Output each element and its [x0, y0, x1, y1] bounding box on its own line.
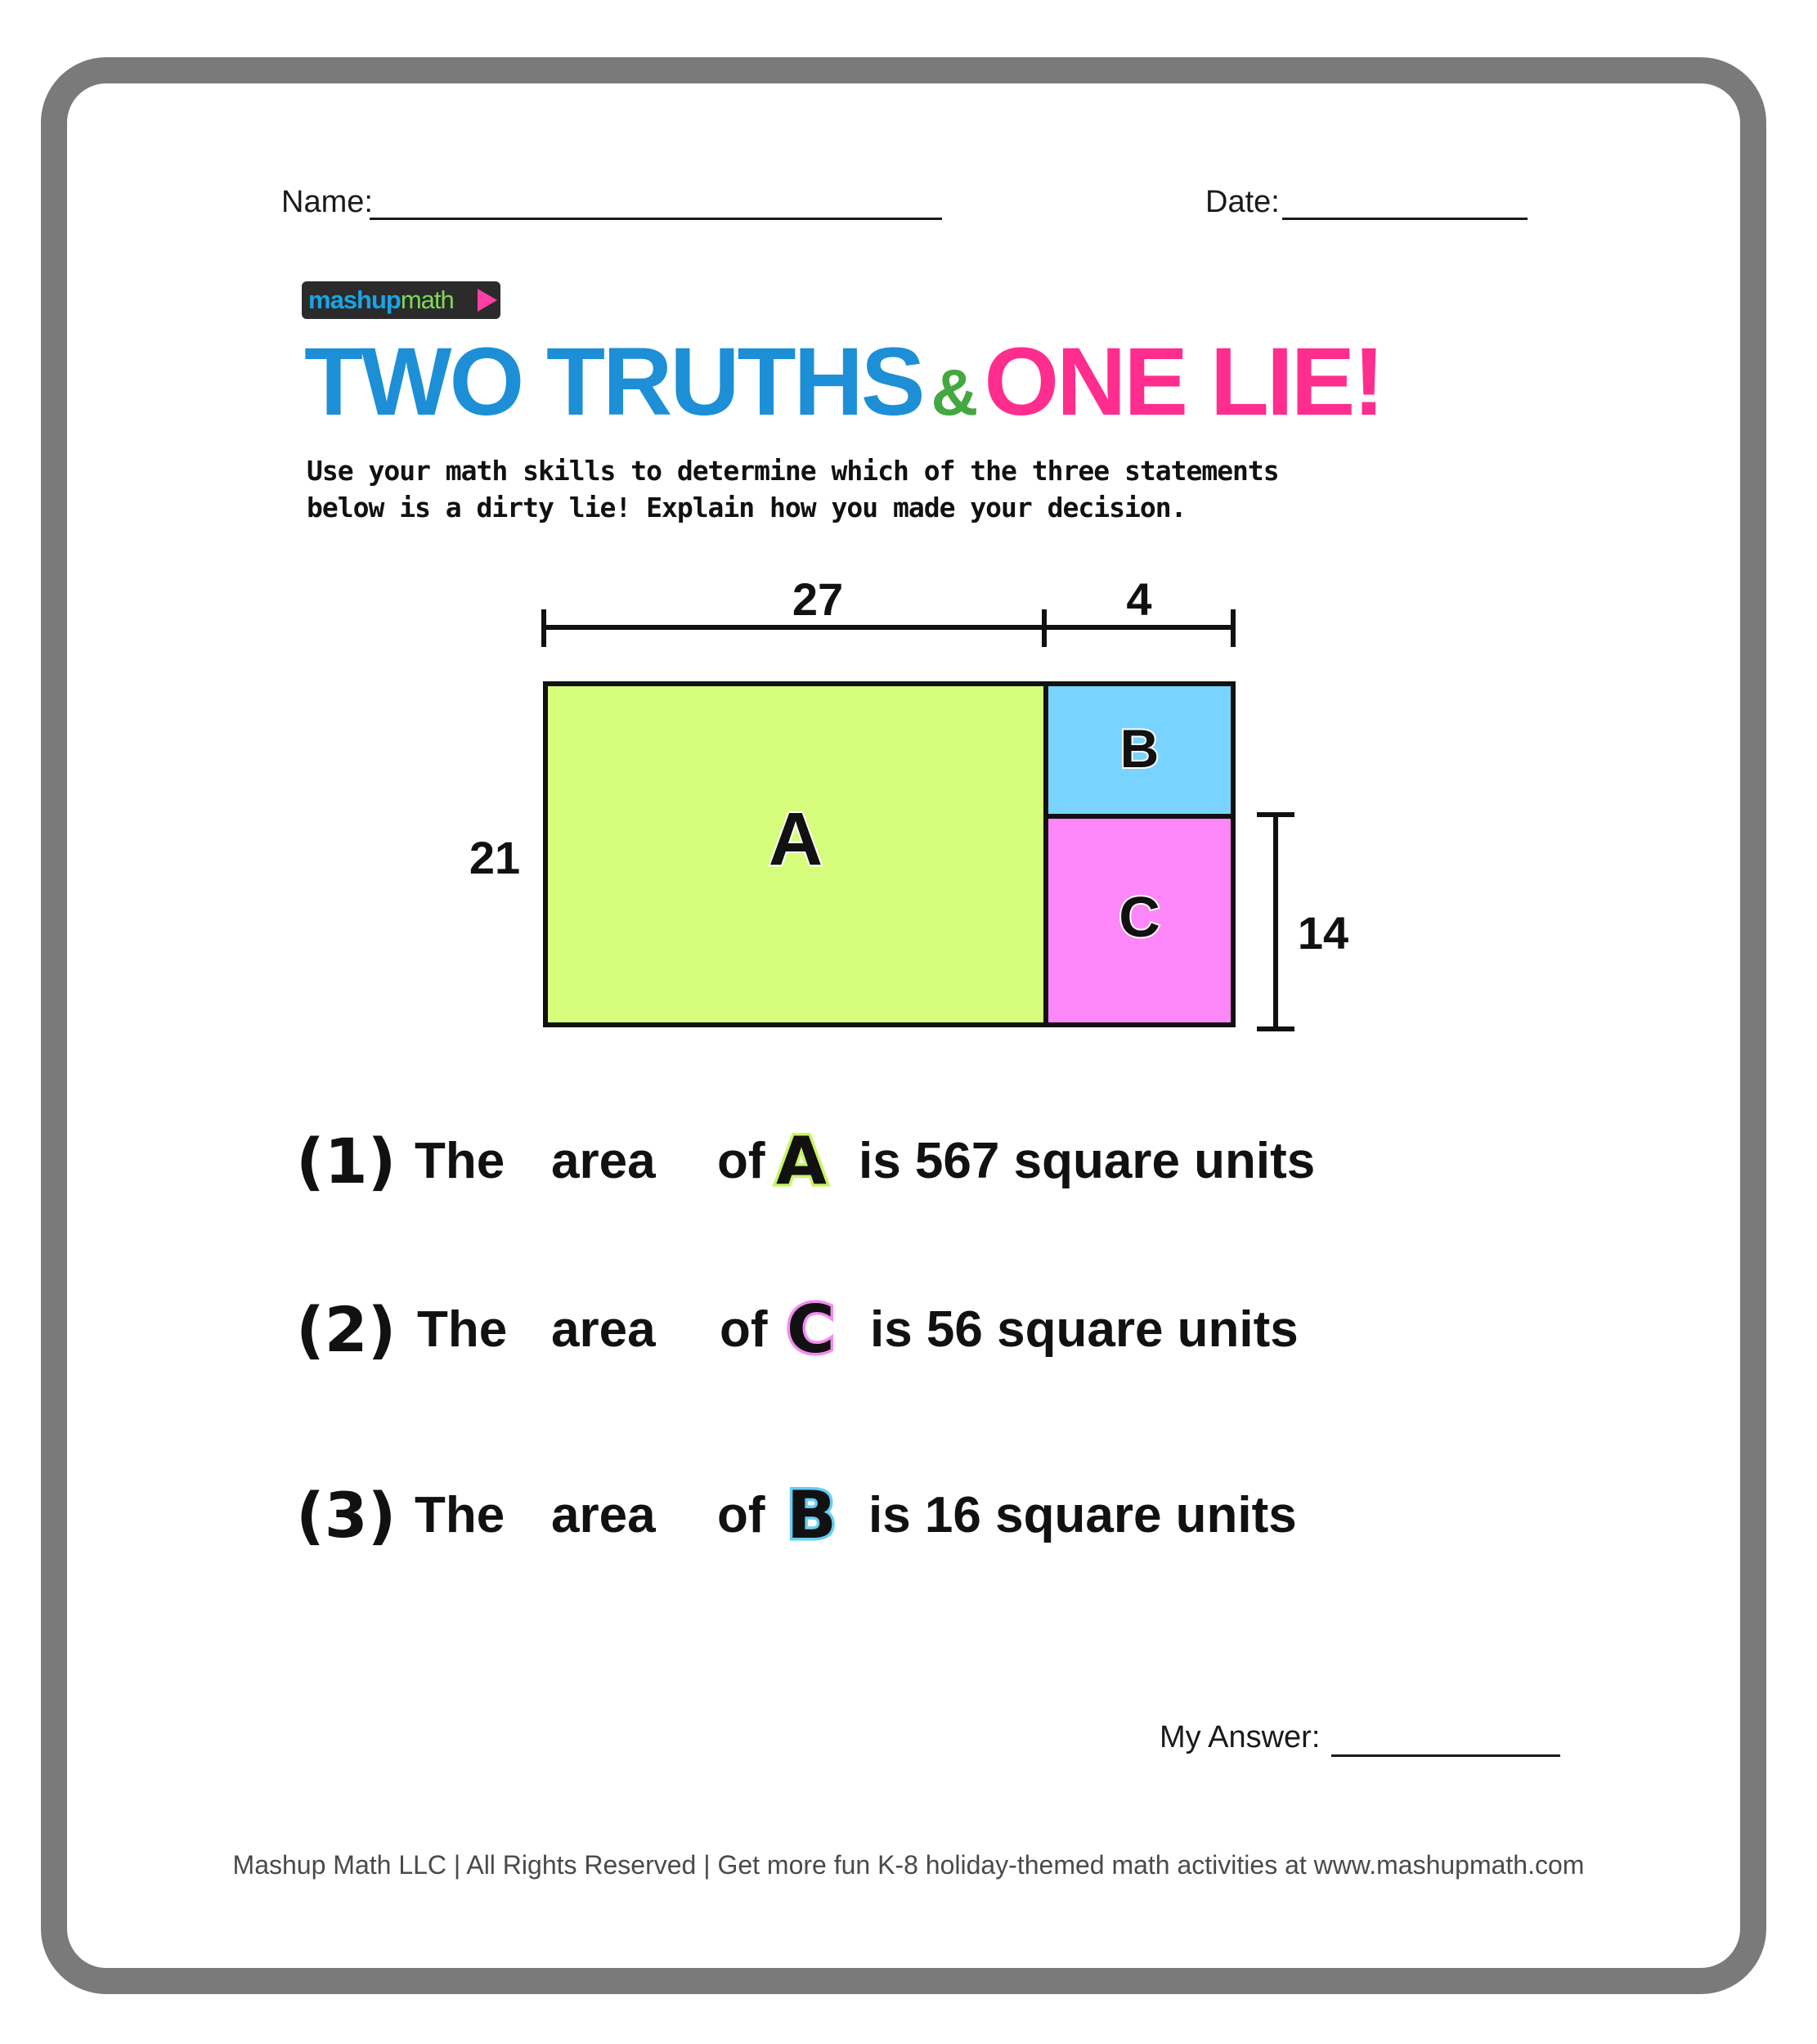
- statement-area: area: [551, 1133, 656, 1189]
- date-label: Date:: [1205, 185, 1280, 219]
- region-a: [543, 681, 1048, 1027]
- region-b: [1043, 681, 1236, 819]
- logo-part1: mashup: [308, 285, 401, 314]
- statement-claim: is 16 square units: [868, 1487, 1297, 1543]
- length-4-label: 4: [1126, 573, 1152, 625]
- footer-text: Mashup Math LLC | All Rights Reserved | Get more fun K-8 holiday-themed math activities at www.mashupmath.com: [232, 1850, 1585, 1880]
- statement-area: area: [551, 1301, 656, 1358]
- statement-of: of: [717, 1487, 765, 1543]
- statement-of: of: [720, 1301, 768, 1358]
- region-c: [1043, 814, 1236, 1027]
- length-27-label: 27: [792, 573, 844, 625]
- statement-3: [296, 1475, 1482, 1557]
- shape-a-badge: A: [776, 1123, 827, 1199]
- title-one-lie: ONE LIE!: [984, 328, 1383, 436]
- shape-c-badge: C: [787, 1292, 835, 1368]
- statement-number: (1): [296, 1125, 397, 1197]
- statement-claim: is 56 square units: [870, 1301, 1299, 1358]
- statement-area: area: [551, 1487, 656, 1543]
- region-a-label: A: [768, 797, 823, 881]
- instructions-line-1: Use your math skills to determine which of the three statements: [307, 455, 1279, 487]
- statement-the: The: [415, 1487, 505, 1543]
- logo-part2: math: [400, 285, 454, 314]
- height-21-label: 21: [469, 832, 521, 883]
- title-ampersand: &: [931, 356, 976, 429]
- statement-number: (3): [296, 1479, 397, 1552]
- statement-2: [296, 1289, 1482, 1371]
- region-b-label: B: [1119, 718, 1160, 779]
- region-c-label: C: [1119, 885, 1160, 949]
- instructions-line-2: below is a dirty lie! Explain how you made your decision.: [307, 492, 1187, 523]
- statement-1: [296, 1121, 1482, 1202]
- height-14-label: 14: [1297, 907, 1349, 959]
- name-label: Name:: [281, 185, 373, 219]
- statement-claim: is 567 square units: [859, 1133, 1316, 1189]
- statement-the: The: [417, 1301, 508, 1358]
- statement-the: The: [415, 1133, 505, 1189]
- my-answer-field[interactable]: [1331, 1754, 1560, 1757]
- statement-number: (2): [296, 1293, 397, 1366]
- title-two-truths: TWO TRUTHS: [304, 328, 923, 436]
- shape-b-badge: B: [787, 1477, 837, 1553]
- statement-of: of: [717, 1133, 765, 1189]
- my-answer-label: My Answer:: [1160, 1720, 1321, 1754]
